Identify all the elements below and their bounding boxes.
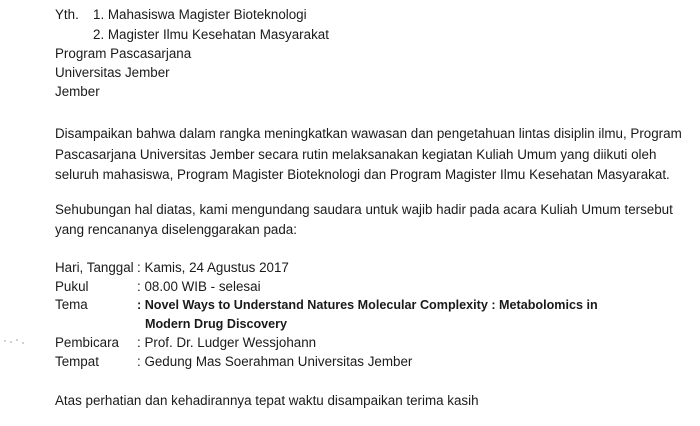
paragraph1-line-2: Pascasarjana Universitas Jember secara rutin melaksanakan kegiatan Kuliah Umum yang diikuti oleh xyxy=(55,147,657,162)
theme-value-line-2: Modern Drug Discovery xyxy=(145,317,288,331)
recipient-1: 1. Mahasiswa Magister Bioteknologi xyxy=(93,7,307,22)
speaker-value: : Prof. Dr. Ludger Wessjohann xyxy=(137,335,317,350)
closing-line: Atas perhatian dan kehadirannya tepat waktu disampaikan terima kasih xyxy=(55,393,479,408)
address-line-2: Universitas Jember xyxy=(55,65,170,80)
paragraph2-line-1: Sehubungan hal diatas, kami mengundang saudara untuk wajib hadir pada acara Kuliah Umum tersebut xyxy=(55,202,673,217)
scan-artifact xyxy=(4,337,26,347)
paragraph1-line-1: Disampaikan bahwa dalam rangka meningkatkan wawasan dan pengetahuan lintas disiplin ilmu, Program xyxy=(55,126,682,141)
date-value: : Kamis, 24 Agustus 2017 xyxy=(137,260,289,275)
salutation: Yth. xyxy=(55,7,79,22)
paragraph2-line-2: yang rencananya diselenggarakan pada: xyxy=(55,222,297,237)
time-label: Pukul xyxy=(55,279,89,294)
paragraph1-line-3: seluruh mahasiswa, Program Magister Bioteknologi dan Program Magister Ilmu Kesehatan Masyarakat. xyxy=(55,167,670,182)
date-label: Hari, Tanggal xyxy=(55,260,134,275)
address-line-3: Jember xyxy=(55,84,100,99)
venue-value: : Gedung Mas Soerahman Universitas Jember xyxy=(137,354,413,369)
time-value: : 08.00 WIB - selesai xyxy=(137,279,261,294)
recipient-2: 2. Magister Ilmu Kesehatan Masyarakat xyxy=(93,27,329,42)
venue-label: Tempat xyxy=(55,354,99,369)
theme-value-line-1: : Novel Ways to Understand Natures Molecular Complexity : Metabolomics in xyxy=(137,298,598,312)
theme-label: Tema xyxy=(55,297,88,312)
speaker-label: Pembicara xyxy=(55,335,120,350)
address-line-1: Program Pascasarjana xyxy=(55,46,192,61)
